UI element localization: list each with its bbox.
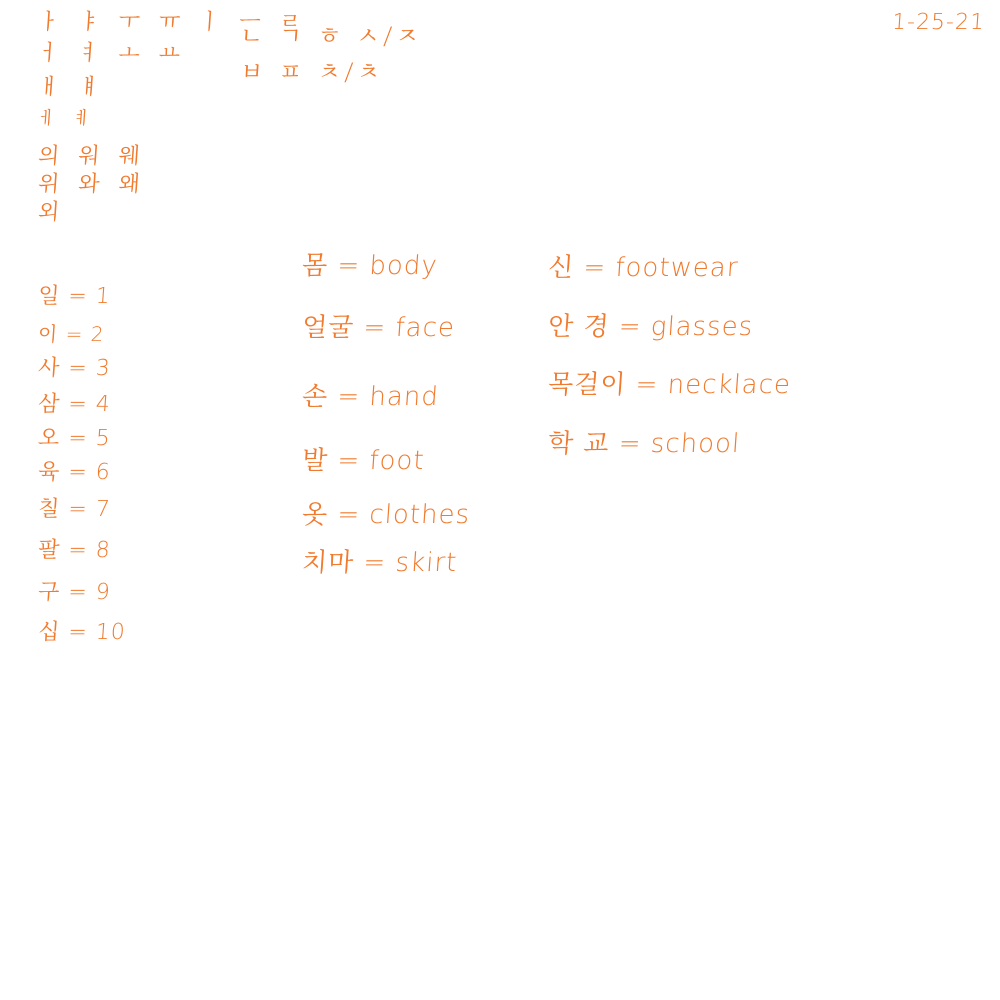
number-item: 칠 = 7 — [37, 497, 112, 522]
vocab-item-clothes: 옷 = clothes — [300, 500, 472, 530]
vocab-item-glasses: 안 경 = glasses — [546, 312, 755, 342]
vowel-row-7: 외 — [37, 200, 67, 225]
number-item: 십 = 10 — [37, 620, 127, 645]
vocab-item-hand: 손 = hand — [300, 382, 440, 412]
consonant-row-2: ㅂ ㅍ ㅊ/ㅊ — [239, 58, 386, 86]
vocab-item-face: 얼굴 = face — [300, 313, 456, 343]
date-label: 1-25-21 — [891, 10, 986, 35]
vowel-row-1: ㅏ ㅑ ㅜ ㅠ ㅣ ㅡ ㄹ — [37, 10, 308, 35]
vocab-item-body: 몸 = body — [300, 251, 439, 281]
vowel-row-3: ㅐ ㅒ — [37, 75, 107, 100]
number-item: 삼 = 4 — [37, 392, 112, 417]
number-item: 구 = 9 — [37, 580, 112, 605]
number-item: 사 = 3 — [37, 356, 112, 381]
consonant-row-1: ㄴ ㄱ ㅎ ㅅ/ㅈ — [239, 22, 424, 50]
vocab-item-necklace: 목걸이 = necklace — [546, 370, 792, 400]
vowel-row-2: ㅓ ㅕ ㅗ ㅛ — [37, 41, 187, 66]
vowel-row-6: 위 와 왜 — [37, 172, 147, 197]
vowel-row-4: ㅔ ㅖ — [37, 108, 98, 129]
number-item: 이 = 2 — [37, 322, 106, 346]
number-item: 일 = 1 — [37, 284, 112, 309]
vocab-item-footwear: 신 = footwear — [546, 253, 740, 283]
number-item: 육 = 6 — [37, 460, 112, 485]
number-item: 오 = 5 — [37, 426, 112, 451]
vocab-item-skirt: 치마 = skirt — [300, 548, 459, 578]
number-item: 팔 = 8 — [37, 538, 112, 563]
vocab-item-foot: 발 = foot — [300, 446, 426, 476]
vocab-item-school: 학 교 = school — [546, 429, 742, 459]
vowel-row-5: 의 워 웨 — [37, 144, 147, 169]
